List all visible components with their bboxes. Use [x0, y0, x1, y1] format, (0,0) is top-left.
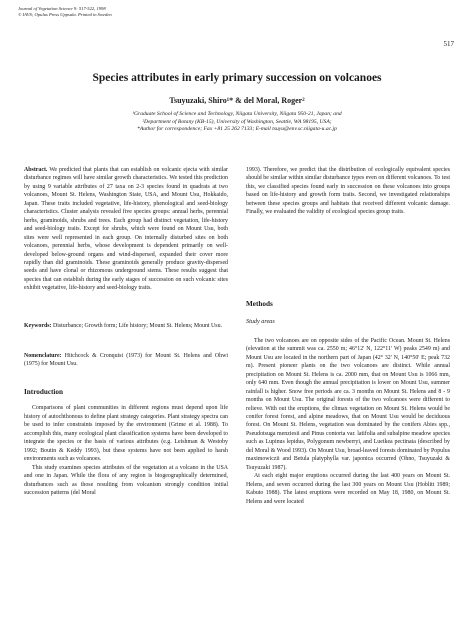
right-column [246, 166, 450, 217]
nomenclature-text: Hitchcock & Cronquist (1973) for Mount St. Helens and Ohwi (1975) for Mount Usu. [24, 353, 228, 368]
copyright-line: © IAVS; Opulus Press Uppsala. Printed in Sweden [18, 12, 112, 18]
study-areas-heading: Study areas [246, 318, 275, 326]
keywords-block [24, 322, 228, 330]
page-number: 517 [443, 40, 454, 48]
introduction-paragraph-1: Comparisons of plant communities in different regions must depend upon life history of autochthonous to define plant strategy categories. Plant strategy spectra can be used to infer constraints imposed by the environment (Grime et al. 1988). To accomplish this, many ecological plant classification systems have been developed to integrate the species or the basis of various attributes (e.g. Leishman & Westoby 1992; Boutin & Keddy 1993), but these systems have not been applied to harsh environments such as volcanoes. [24, 405, 228, 463]
journal-header [18, 6, 238, 18]
introduction-heading: Introduction [24, 388, 64, 396]
nomenclature-label: Nomenclature: [24, 353, 62, 359]
affiliation-3: *Author for correspondence; Fax +81 25 262 7133; E-mail tsuyu@env.sc.niigata-u.ac.jp [137, 126, 337, 133]
methods-heading: Methods [246, 300, 273, 308]
nomenclature-block [24, 352, 228, 369]
article-title: Species attributes in early primary succession on volcanoes [92, 72, 382, 84]
article-authors: Tsuyuzaki, Shiro¹* & del Moral, Roger² [169, 96, 305, 105]
author-affiliations [60, 111, 414, 134]
abstract-label: Abstract. [24, 167, 48, 173]
abstract-text: We predicted that plants that can establish on volcanic ejecta with similar disturbance regimes will have similar growth characteristics. We tested this prediction by using 9 variable attributes of 27 taxa on 2-3 species found in quadrats at two volcanoes, Mount St. Helens, Washington State, USA, and Mount Usu, Hokkaido, Japan. These traits included vegetative, life-history, phenological and seed-biology characteristics. Cluster analysis revealed five species groups: annual herbs, perennial herbs, graminoids, shrubs and trees. Each group had distinct vegetation, life-history and seed-biology traits. Except for shrubs, which were found on Mount Usu, both sites were well represented in each group. On internally disturbed sites on both volcanoes, perennial herbs, whose development is dependent primarily on well-developed below-ground organs and wind-dispersed, expanded their cover more rapidly than did graminoids. These graminoids generally produce gravity-dispersed seeds and have clonal or rhizomous underground stems. These results suggest that species that can establish during the early stages of succession on such volcanic sites exhibit vegetative, life-history and seed-biology traits. [24, 167, 228, 292]
keywords-text: Disturbance; Growth form; Life history; Mount St. Helens; Mount Usu. [52, 323, 222, 329]
methods-paragraph-1: The two volcanoes are on opposite sides of the Pacific Ocean. Mount St. Helens (elevation at the summit was ca. 2550 m; 46°12' N, 122°11' W) peaks 2549 m) and Mount Usu are located in the northern part of Japan (42° 32' N, 140°50' E; peak 732 m). Present pioneer plants on the two volcanoes are distinct. While annual precipitation on Mount St. Helens is ca. 2000 mm, that on Mount Usu is 1066 mm, only 640 mm. Even though the annual precipitation is lower on Mount Usu, summer rainfall is higher. Snow free periods are ca. 3 months on Mount St. Helens and 8 - 9 months on Mount Usu. The original forests of the two volcanoes were different to relieve. With out the eruptions, the climax vegetation on Mount St. Helens would be conifer forest forest, and alpine meadows, that on Mount Usu would be deciduous forest. On Mount St. Helens, vegetation was dominated by the conifers Abies spp., Pseudotsuga menziesii and Pinus contorta var. latifolia and subalpine meadow species such as Lupinus lepidus, Polygonum newberryi, and Luetkea pectinata (described by del Moral & Wood 1993). On Mount Usu, broad-leaved forests dominated by Populus maximowiczii and Betula platyphylla var. japonica occurred (Ohno, Tsuyuzaki & Tsuyuzaki 1987). [246, 337, 450, 471]
affiliation-1: ¹Graduate School of Science and Technology, Niigata University, Niigata 950-21, Japan; and [132, 111, 342, 117]
keywords-label: Keywords: [24, 323, 52, 329]
introduction-paragraph-2: This study examines species attributes of the vegetation at a volcano in the USA and one in Japan. While the flora of any region is biogeographically determined, disturbances such as those resulting from volcanism strongly condition initial succession patterns (del Moral [24, 464, 228, 496]
introduction-continued: 1993). Therefore, we predict that the distribution of ecologically equivalent species should be similar within similar disturbance types even on different volcanoes. To test this, we classified species found early in succession on these volcanoes into groups based on life-history and growth form traits. Second, we investigated relationships between these species groups and habitats that received different volcanic damage. Finally, we evaluated the validity of ecological species group traits. [246, 167, 450, 216]
journal-citation: Journal of Vegetation Science 9: 517-522, 1998 [18, 6, 106, 11]
affiliation-2: ²Department of Botany (KB-15), University of Washington, Seattle, WA 98195, USA; [142, 118, 332, 125]
introduction-section [24, 388, 228, 497]
abstract [24, 166, 228, 293]
methods-paragraph-2: At each eight major eruptions occurred during the last 400 years on Mount St. Helens, and seven occurred during the last 300 years on Mount Usu (Hoblitt 1989; Kabuto 1988). The latest eruptions were recorded on May 18, 1980, on Mount St. Helens and were located [246, 473, 450, 505]
left-column [24, 166, 228, 293]
methods-section [246, 300, 450, 506]
